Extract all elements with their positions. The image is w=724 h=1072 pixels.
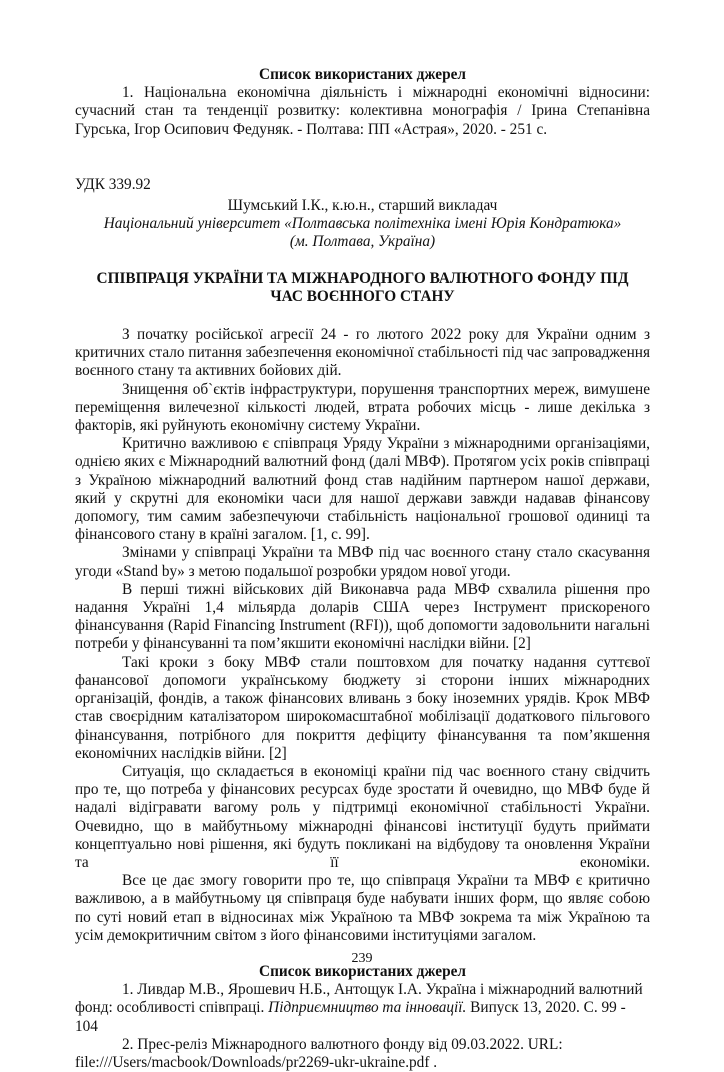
bottom-references — [75, 963, 650, 1072]
reference-url: file:///Users/macbook/Downloads/pr2269-ukr-ukraine.pdf . — [75, 1053, 438, 1071]
paragraph: В перші тижні військових дій Виконавча рада МВФ схвалила рішення про надання Україні 1,4 мільярда доларів США через Інструмент прискореного фінансування (Rapid Financing Instrument (RFI)), щоб допомогти задовольнити нагальні потреби у фінансуванні та пом’якшити економічні наслідки війни. [2] — [75, 580, 650, 653]
article-title: СПІВПРАЦЯ УКРАЇНИ ТА МІЖНАРОДНОГО ВАЛЮТНОГО ФОНДУ ПІД ЧАС ВОЄННОГО СТАНУ — [96, 269, 629, 305]
references-heading: Список використаних джерел — [259, 66, 466, 83]
reference-item: 2. Прес-реліз Міжнародного валютного фонду від 09.03.2022. URL: — [122, 1035, 563, 1053]
paragraph: Все це дає змогу говорити про те, що співпраця України та МВФ є критично важливою, а в майбутньому ця співпраця буде набувати інших форм, що являє собою по суті новий етап в відносинах між Україною та МВФ зокрема та між Україною та усім демокритичним світом з його фінансовими інституціями загалом. — [75, 872, 650, 944]
paragraph: Критично важливою є співпраця Уряду України з міжнародними організаціями, однією яких є Міжнародний валютний фонд (далі МВФ). Протягом усіх років співпраці з Україною міжнародний валютний фонд став надійним партнером нашої держави, який у скрутні для економіки часи для нашої держави завжди надавав фінансову допомогу, тим самим забезпечуючи стабільність національної грошової одиниці та фінансового стану в країні загалом. [1, с. 99]. — [75, 435, 650, 544]
location: (м. Полтава, Україна) — [289, 233, 436, 251]
journal-name: Підприємництво та інновації. — [268, 999, 467, 1017]
top-references — [75, 66, 650, 139]
reference-item — [75, 981, 650, 1036]
references-heading: Список використаних джерел — [259, 962, 466, 980]
paragraph: Такі кроки з боку МВФ стали поштовхом для початку надання суттєвої фанансової допомоги українському бюджету зі сторони інших міжнародних організацій, фондів, а також фінансових вливань з боку іноземних урядів. Крок МВФ став своєрідним каталізатором широкомасштабної мобілізації додаткового пільгового фінансування, потрібного для покриття дефіциту фінансування та пом’якшення економічних наслідків війни. [2] — [75, 653, 650, 762]
page-number: 239 — [351, 951, 373, 966]
affiliation: Національний університет «Полтавська політехніка імені Юрія Кондратюка» — [103, 215, 622, 233]
paragraph: Змінами у співпраці України та МВФ під час воєнного стану стало скасування угоди «Stand by» з метою подальшої розробки урядом нової угоди. — [75, 544, 650, 580]
paragraph: Ситуація, що складається в економіці країни під час воєнного стану свідчить про те, що потреба у фінансових ресурсах буде зростати й очевидно, що МВФ буде й надалі відігравати вагому роль у підтримці економічної стабільності України. Очевидно, що в майбутньому міжнародні фінансові інституції будуть приймати концептуально нові рішення, які будуть покликані на відбудову та оновлення України та її економіки. — [75, 762, 650, 871]
article-body — [75, 326, 650, 945]
document-page — [75, 66, 650, 1072]
paragraph: З початку російської агресії 24 - го лютого 2022 року для України одним з критичних стало питання забезпечення економічної стабільності під час запровадження воєнного стану та активних бойових дій. — [75, 326, 650, 380]
reference-text: Випуск 13, 2020. С. 99 - 104 — [75, 999, 626, 1035]
reference-item: 1. Національна економічна діяльність і міжнародні економічні відносини: сучасний стан та тенденції розвитку: колективна монографія / Ірина Степанівна Гурська, Ігор Осипович Федуняк. - Полтава: ПП «Астрая», 2020. - 251 с. — [75, 84, 650, 138]
author-line: Шумський І.К., к.ю.н., старший викладач — [227, 197, 498, 215]
paragraph: Знищення об`єктів інфраструктури, порушення транспортних мереж, вимушене переміщення вилечезної кількості людей, втрата робочих місць - лише декілька з факторів, які руйнують економічну систему України. — [75, 380, 650, 435]
udk-code: УДК 339.92 — [75, 175, 151, 193]
reference-text: 1. Ливдар М.В., Ярошевич Н.Б., Антощук І.А. Україна і міжнародний валютний фонд: особливості співпраці. — [75, 981, 643, 1017]
